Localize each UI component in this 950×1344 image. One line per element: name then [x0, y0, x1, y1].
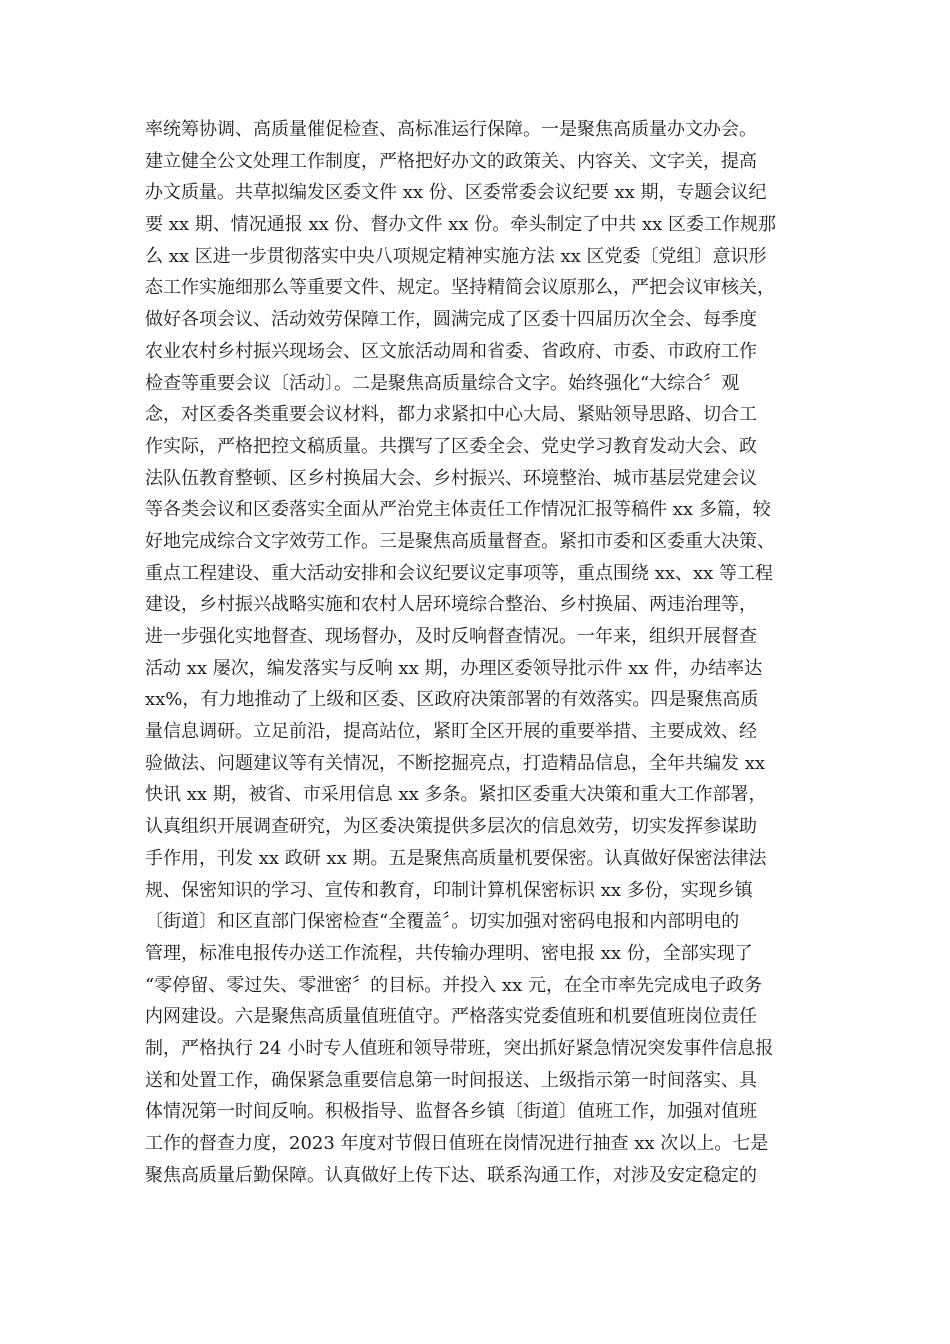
text-line: “零停留、零过失、零泄密〞的目标。并投入 xx 元，在全市率先完成电子政务 [145, 974, 762, 996]
text-line: 进一步强化实地督查、现场督办，及时反响督查情况。一年来，组织开展督查 [145, 626, 757, 647]
text-line: xx%，有力地推动了上级和区委、区政府决策部署的有效落实。四是聚焦高质 [145, 689, 759, 711]
text-line: 制，严格执行 24 小时专人值班和领导带班，突出抓好紧急情况突发事件信息报 [145, 1037, 774, 1059]
text-line: 态工作实施细那么等重要文件、规定。坚持精简会议原那么，严把会议审核关， [145, 277, 775, 299]
text-line: 要 xx 期、情况通报 xx 份、督办文件 xx 份。牵头制定了中共 xx 区委工作规那 [145, 214, 776, 236]
text-line: 手作用，刊发 xx 政研 xx 期。五是聚焦高质量机要保密。认真做好保密法律法 [145, 847, 767, 869]
text-line: 送和处置工作，确保紧急重要信息第一时间报送、上级指示第一时间落实、具 [145, 1069, 757, 1091]
text-line: 等各类会议和区委落实全面从严治党主体责任工作情况汇报等稿件 xx 多篇，较 [145, 499, 771, 521]
text-line: 管理，标准电报传办送工作流程，共传输办理明、密电报 xx 份，全部实现了 [145, 942, 753, 964]
text-line: 工作的督查力度，2023 年度对节假日值班在岗情况进行抽查 xx 次以上。七是 [145, 1133, 769, 1154]
text-line: 认真组织开展调查研究，为区委决策提供多层次的信息效劳，切实发挥参谋助 [145, 816, 757, 838]
text-line: 体情况第一时间反响。积极指导、监督各乡镇〔街道〕值班工作，加强对值班 [145, 1101, 757, 1123]
text-line: 率统筹协调、高质量催促检查、高标准运行保障。一是聚焦高质量办文办会。 [145, 119, 757, 140]
body-text [145, 114, 810, 1191]
text-line: 么 xx 区进一步贯彻落实中央八项规定精神实施方法 xx 区党委〔党组〕意识形 [145, 245, 767, 267]
text-line: 重点工程建设、重大活动安排和会议纪要议定事项等，重点围绕 xx、xx 等工程 [145, 562, 774, 584]
text-line: 法队伍教育整顿、区乡村换届大会、乡村振兴、环境整治、城市基层党建会议 [145, 467, 757, 489]
text-line: 检查等重要会议〔活动〕。二是聚焦高质量综合文字。始终强化“大综合〞观 [145, 372, 740, 394]
text-line: 〔街道〕和区直部门保密检查“全覆盖〞。切实加强对密码电报和内部明电的 [145, 911, 740, 933]
text-line: 建立健全公文处理工作制度，严格把好办文的政策关、内容关、文字关，提高 [145, 150, 757, 172]
text-line: 作实际，严格把控文稿质量。共撰写了区委全会、党史学习教育发动大会、政 [145, 435, 757, 457]
text-line: 念，对区委各类重要会议材料，都力求紧扣中心大局、紧贴领导思路、切合工 [145, 404, 757, 426]
text-line: 快讯 xx 期，被省、市采用信息 xx 多条。紧扣区委重大决策和重大工作部署， [145, 784, 767, 806]
text-line: 好地完成综合文字效劳工作。三是聚焦高质量督查。紧扣市委和区委重大决策、 [145, 530, 775, 552]
text-line: 做好各项会议、活动效劳保障工作，圆满完成了区委十四届历次全会、每季度 [145, 309, 757, 331]
text-line: 量信息调研。立足前沿，提高站位，紧盯全区开展的重要举措、主要成效、经 [145, 721, 757, 743]
text-line: 办文质量。共草拟编发区委文件 xx 份、区委常委会议纪要 xx 期，专题会议纪 [145, 182, 767, 204]
text-line: 活动 xx 屡次，编发落实与反响 xx 期，办理区委领导批示件 xx 件，办结率达 [145, 657, 763, 679]
text-line: 内网建设。六是聚焦高质量值班值守。严格落实党委值班和机要值班岗位责任 [145, 1006, 757, 1028]
text-line: 规、保密知识的学习、宣传和教育，印制计算机保密标识 xx 多份，实现乡镇 [145, 879, 753, 901]
text-line: 建设，乡村振兴战略实施和农村人居环境综合整治、乡村换届、两违治理等， [145, 594, 757, 616]
text-line: 聚焦高质量后勤保障。认真做好上传下达、联系沟通工作，对涉及安定稳定的 [145, 1164, 757, 1186]
text-line: 验做法、问题建议等有关情况，不断挖掘亮点，打造精品信息，全年共编发 xx [145, 752, 766, 774]
text-line: 农业农村乡村振兴现场会、区文旅活动周和省委、省政府、市委、市政府工作 [145, 340, 757, 362]
